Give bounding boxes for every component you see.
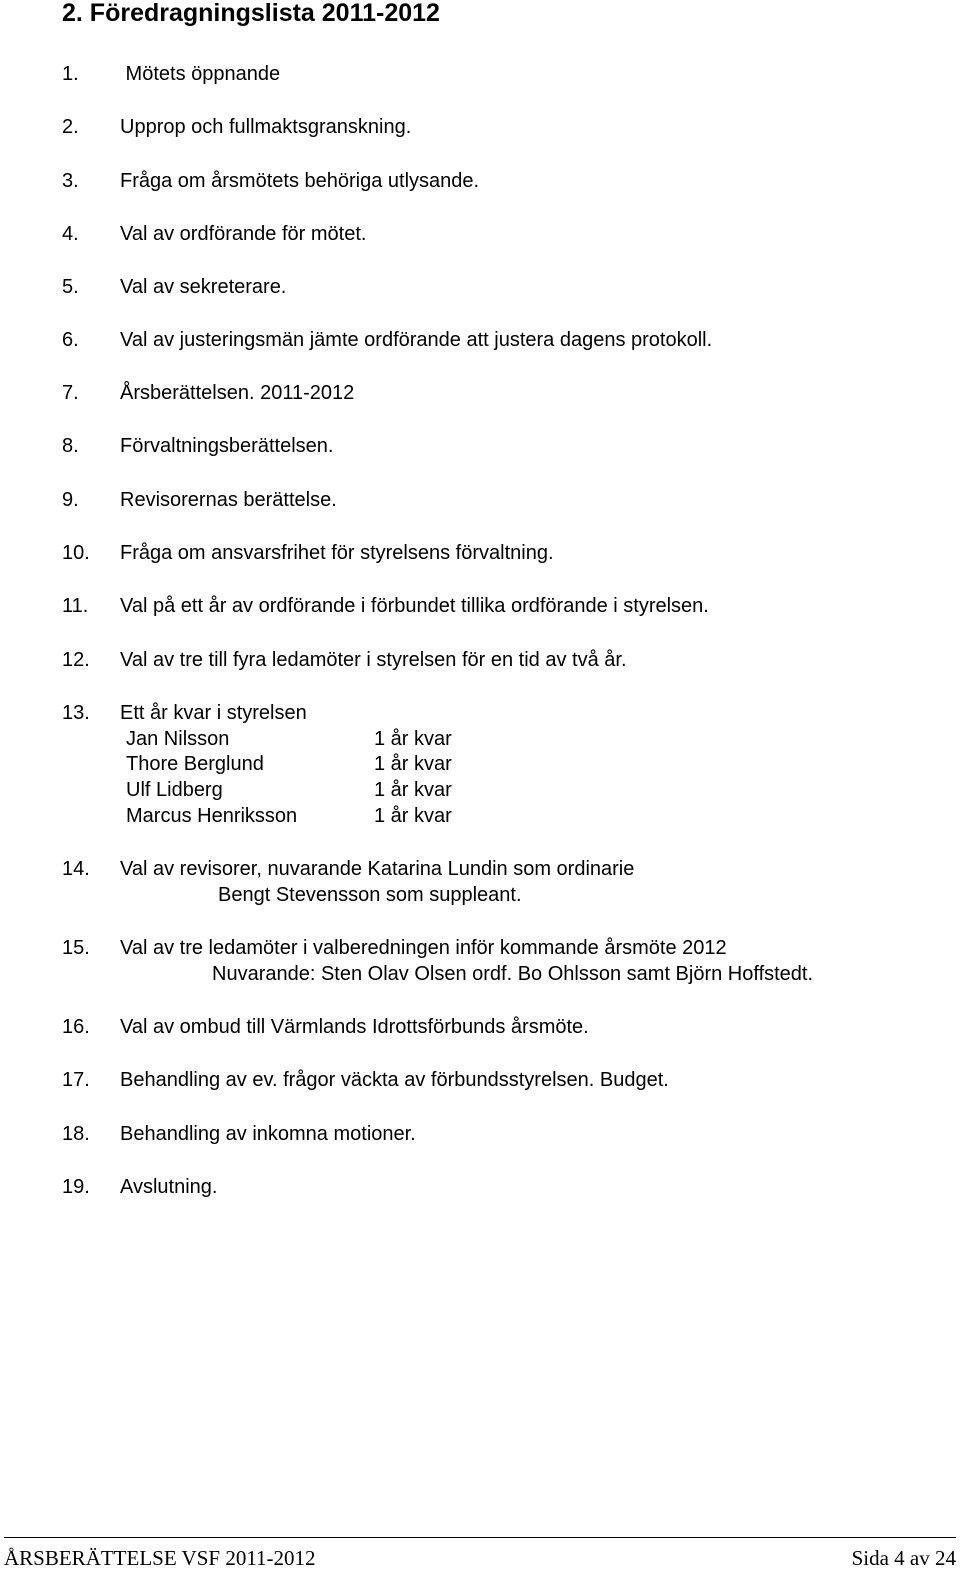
item-number: 3. (62, 170, 79, 192)
item-text: Fråga om årsmötets behöriga utlysande. (120, 170, 480, 192)
item-text: Val av ombud till Värmlands Idrottsförbunds årsmöte. (120, 1016, 589, 1038)
board-member-name: Thore Berglund (126, 753, 264, 775)
item-text: Val av ordförande för mötet. (120, 223, 367, 245)
board-member-name: Marcus Henriksson (126, 805, 298, 827)
item-number: 13. (62, 702, 90, 724)
item-number: 9. (62, 489, 79, 511)
item-number: 7. (62, 382, 79, 404)
item-text: Upprop och fullmaktsgranskning. (120, 116, 412, 138)
page-heading: 2. Föredragningslista 2011-2012 (62, 0, 440, 27)
item-number: 12. (62, 649, 90, 671)
item-text: Förvaltningsberättelsen. (120, 435, 334, 457)
item-number: 6. (62, 329, 79, 351)
item-text: Val av tre till fyra ledamöter i styrelsen för en tid av två år. (120, 649, 627, 671)
item-text: Val av tre ledamöter i valberedningen inför kommande årsmöte 2012 (120, 937, 727, 959)
item-text: Mötets öppnande (120, 63, 281, 85)
item-number: 2. (62, 116, 79, 138)
item-number: 1. (62, 63, 79, 85)
item-number: 19. (62, 1176, 90, 1198)
item-number: 14. (62, 858, 90, 880)
item-text: Behandling av inkomna motioner. (120, 1123, 416, 1145)
item-text: Fråga om ansvarsfrihet för styrelsens förvaltning. (120, 542, 554, 564)
board-member-term: 1 år kvar (374, 728, 452, 750)
item-number: 17. (62, 1069, 90, 1091)
item-text: Revisorernas berättelse. (120, 489, 337, 511)
item-15-continuation: Nuvarande: Sten Olav Olsen ordf. Bo Ohlsson samt Björn Hoffstedt. (212, 963, 814, 985)
footer-page-number: Sida 4 av 24 (851, 1546, 956, 1570)
item-number: 8. (62, 435, 79, 457)
board-member-term: 1 år kvar (374, 779, 452, 801)
item-text: Val av revisorer, nuvarande Katarina Lundin som ordinarie (120, 858, 635, 880)
item-text: Behandling av ev. frågor väckta av förbundsstyrelsen. Budget. (120, 1069, 669, 1091)
item-text: Val av sekreterare. (120, 276, 287, 298)
footer-divider (4, 1537, 956, 1538)
board-member-name: Ulf Lidberg (126, 779, 223, 801)
item-14-continuation: Bengt Stevensson som suppleant. (218, 884, 522, 906)
item-number: 16. (62, 1016, 90, 1038)
item-text: Årsberättelsen. 2011-2012 (120, 382, 355, 404)
board-member-term: 1 år kvar (374, 805, 452, 827)
footer-title: ÅRSBERÄTTELSE VSF 2011-2012 (4, 1546, 316, 1570)
board-member-term: 1 år kvar (374, 753, 452, 775)
item-number: 10. (62, 542, 90, 564)
item-text: Val av justeringsmän jämte ordförande att justera dagens protokoll. (120, 329, 713, 351)
item-text: Ett år kvar i styrelsen (120, 702, 307, 724)
item-text: Val på ett år av ordförande i förbundet tillika ordförande i styrelsen. (120, 595, 709, 617)
item-number: 5. (62, 276, 79, 298)
item-number: 15. (62, 937, 90, 959)
item-text: Avslutning. (120, 1176, 218, 1198)
item-number: 11. (62, 595, 89, 617)
board-member-name: Jan Nilsson (126, 728, 230, 750)
item-number: 4. (62, 223, 79, 245)
item-number: 18. (62, 1123, 90, 1145)
